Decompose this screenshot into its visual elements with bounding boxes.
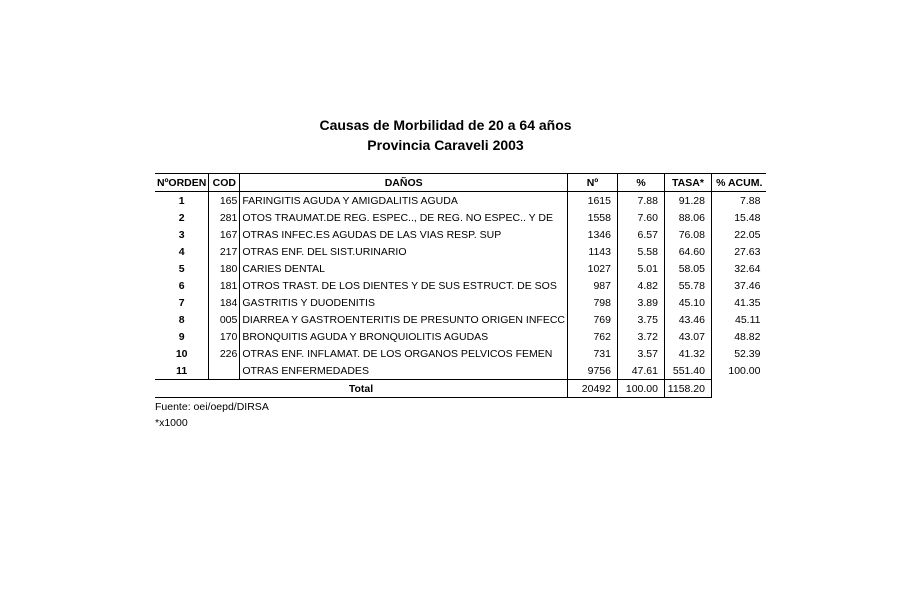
cell-tasa: 41.32	[664, 345, 711, 362]
cell-cod: 180	[209, 260, 240, 277]
table-row	[155, 243, 766, 260]
cell-orden: 5	[178, 262, 185, 275]
cell-cod: 226	[209, 345, 240, 362]
header-acum: % ACUM.	[711, 174, 766, 192]
cell-cod	[209, 362, 240, 380]
cell-n: 1027	[567, 260, 617, 277]
cell-pct: 5.58	[617, 243, 664, 260]
total-acum-empty	[711, 380, 766, 398]
total-pct: 100.00	[617, 380, 664, 398]
total-n: 20492	[567, 380, 617, 398]
cell-acum: 27.63	[711, 243, 766, 260]
report-title: Causas de Morbilidad de 20 a 64 años	[319, 117, 572, 133]
cell-cod: 217	[209, 243, 240, 260]
cell-pct: 7.88	[617, 192, 664, 210]
cell-orden: 3	[178, 228, 185, 241]
cell-danos: OTRAS ENFERMEDADES	[240, 362, 568, 380]
cell-pct: 47.61	[617, 362, 664, 380]
cell-pct: 5.01	[617, 260, 664, 277]
cell-acum: 52.39	[711, 345, 766, 362]
table-row	[155, 226, 766, 243]
table-row	[155, 192, 766, 210]
cell-n: 9756	[567, 362, 617, 380]
cell-tasa: 551.40	[664, 362, 711, 380]
cell-pct: 3.57	[617, 345, 664, 362]
cell-orden: 10	[175, 347, 188, 360]
total-label: Total	[155, 380, 567, 398]
cell-danos: OTRAS ENF. DEL SIST.URINARIO	[240, 243, 568, 260]
cell-tasa: 45.10	[664, 294, 711, 311]
header-orden: NºORDEN	[155, 174, 209, 192]
header-danos: DAÑOS	[240, 174, 568, 192]
cell-orden: 2	[178, 211, 185, 224]
cell-cod: 005	[209, 311, 240, 328]
cell-cod: 281	[209, 209, 240, 226]
cell-tasa: 43.07	[664, 328, 711, 345]
cell-cod: 181	[209, 277, 240, 294]
cell-cod: 167	[209, 226, 240, 243]
cell-pct: 3.89	[617, 294, 664, 311]
cell-tasa: 58.05	[664, 260, 711, 277]
cell-orden: 8	[178, 313, 185, 326]
cell-n: 1346	[567, 226, 617, 243]
cell-tasa: 55.78	[664, 277, 711, 294]
footnote: *x1000	[155, 417, 188, 429]
table-row	[155, 260, 766, 277]
header-pct: %	[617, 174, 664, 192]
cell-pct: 4.82	[617, 277, 664, 294]
cell-tasa: 88.06	[664, 209, 711, 226]
total-row	[155, 380, 766, 398]
table-row	[155, 294, 766, 311]
cell-n: 762	[567, 328, 617, 345]
cell-acum: 45.11	[711, 311, 766, 328]
header-tasa: TASA*	[664, 174, 711, 192]
cell-acum: 48.82	[711, 328, 766, 345]
cell-orden: 9	[178, 330, 185, 343]
cell-n: 1143	[567, 243, 617, 260]
cell-orden: 6	[178, 279, 185, 292]
cell-tasa: 64.60	[664, 243, 711, 260]
cell-orden: 7	[178, 296, 185, 309]
header-cod: COD	[209, 174, 240, 192]
cell-cod: 184	[209, 294, 240, 311]
cell-danos: OTROS TRAST. DE LOS DIENTES Y DE SUS ESTRUCT. DE SOS	[240, 277, 568, 294]
cell-cod: 165	[209, 192, 240, 210]
report-subtitle: Provincia Caraveli 2003	[367, 137, 524, 153]
cell-acum: 41.35	[711, 294, 766, 311]
cell-cod: 170	[209, 328, 240, 345]
cell-pct: 7.60	[617, 209, 664, 226]
cell-tasa: 43.46	[664, 311, 711, 328]
cell-n: 769	[567, 311, 617, 328]
cell-n: 731	[567, 345, 617, 362]
cell-danos: GASTRITIS Y DUODENITIS	[240, 294, 568, 311]
cell-orden: 4	[178, 245, 185, 258]
cell-pct: 3.75	[617, 311, 664, 328]
cell-acum: 37.46	[711, 277, 766, 294]
table-row	[155, 328, 766, 345]
cell-acum: 15.48	[711, 209, 766, 226]
table-row	[155, 209, 766, 226]
cell-danos: DIARREA Y GASTROENTERITIS DE PRESUNTO ORIGEN INFECC	[240, 311, 568, 328]
cell-tasa: 91.28	[664, 192, 711, 210]
table-row	[155, 345, 766, 362]
table-header-row	[155, 174, 766, 192]
morbidity-table	[155, 173, 766, 398]
cell-orden: 11	[176, 364, 188, 377]
cell-danos: BRONQUITIS AGUDA Y BRONQUIOLITIS AGUDAS	[240, 328, 568, 345]
cell-danos: CARIES DENTAL	[240, 260, 568, 277]
cell-pct: 3.72	[617, 328, 664, 345]
table-row	[155, 362, 766, 380]
source-note: Fuente: oei/oepd/DIRSA	[155, 401, 269, 413]
cell-acum: 100.00	[711, 362, 766, 380]
cell-danos: OTRAS ENF. INFLAMAT. DE LOS ORGANOS PELVICOS FEMEN	[240, 345, 568, 362]
cell-n: 1558	[567, 209, 617, 226]
cell-orden: 1	[178, 194, 185, 207]
total-tasa: 1158.20	[664, 380, 711, 398]
cell-danos: OTRAS INFEC.ES AGUDAS DE LAS VIAS RESP. SUP	[240, 226, 568, 243]
header-n: Nº	[567, 174, 617, 192]
cell-n: 1615	[567, 192, 617, 210]
cell-acum: 7.88	[711, 192, 766, 210]
cell-n: 987	[567, 277, 617, 294]
cell-acum: 32.64	[711, 260, 766, 277]
cell-n: 798	[567, 294, 617, 311]
cell-danos: OTOS TRAUMAT.DE REG. ESPEC.., DE REG. NO ESPEC.. Y DE	[240, 209, 568, 226]
table-row	[155, 277, 766, 294]
cell-tasa: 76.08	[664, 226, 711, 243]
cell-acum: 22.05	[711, 226, 766, 243]
cell-pct: 6.57	[617, 226, 664, 243]
table-row	[155, 311, 766, 328]
cell-danos: FARINGITIS AGUDA Y AMIGDALITIS AGUDA	[240, 192, 568, 210]
